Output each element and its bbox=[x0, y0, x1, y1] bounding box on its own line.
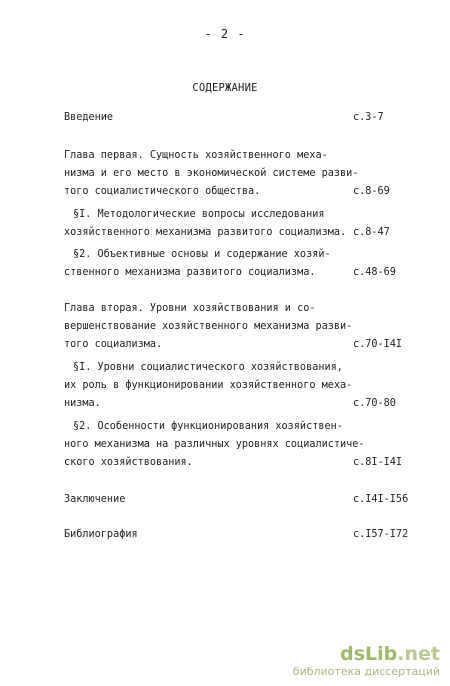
toc-entry-ch1-s2-line: ственного механизма развитого социализма. bbox=[64, 267, 316, 278]
toc-entry-ch2-s1-page: с.70-80 bbox=[353, 398, 396, 409]
toc-entry-bibliography-page: с.I57-I72 bbox=[353, 529, 409, 540]
toc-entry-ch2-s1-line: их роль в функционировании хозяйственного меха- bbox=[64, 380, 353, 391]
toc-entry-ch1-s1-page: с.8-47 bbox=[353, 227, 390, 238]
toc-entry-ch1-line: низма и его место в экономической системе разви- bbox=[64, 168, 359, 179]
toc-entry-ch1-s2-page: с.48-69 bbox=[353, 267, 396, 278]
toc-entry-ch2-s1-line: §I. Уровни социалистического хозяйствования, bbox=[73, 362, 343, 373]
toc-entry-intro-line: Введение bbox=[64, 112, 114, 123]
toc-entry-ch2-line: Глава вторая. Уровни хозяйствования и со- bbox=[64, 303, 316, 314]
watermark-caption: библиотека диссертаций bbox=[292, 665, 440, 678]
toc-entry-ch2-line: вершенствование хозяйственного механизма разви- bbox=[64, 321, 353, 332]
watermark-tld: .net bbox=[397, 643, 440, 665]
toc-entry-conclusion-line: Заключение bbox=[64, 494, 126, 505]
watermark bbox=[293, 644, 440, 678]
toc-entry-ch2-page: с.70-I4I bbox=[353, 339, 403, 350]
page-number: - 2 - bbox=[204, 27, 246, 41]
toc-entry-ch1-page: с.8-69 bbox=[353, 186, 390, 197]
toc-entry-ch1-s1-line: хозяйственного механизма развитого социализма. bbox=[64, 227, 347, 238]
toc-title: СОДЕРЖАНИЕ bbox=[192, 82, 258, 94]
toc-entry-ch1-line: того социалистического общества. bbox=[64, 186, 261, 197]
toc-entry-intro-page: с.3-7 bbox=[353, 112, 384, 123]
toc-entry-ch2-s2-line: ского хозяйствования. bbox=[64, 457, 193, 468]
toc-entry-ch2-s2-line: ного механизма на различных уровнях социалистиче- bbox=[64, 439, 365, 450]
toc-entry-ch2-line: того социализма. bbox=[64, 339, 163, 350]
watermark-brand: dsLib bbox=[340, 643, 398, 665]
toc-entry-conclusion-page: с.I4I-I56 bbox=[353, 494, 409, 505]
toc-entry-ch2-s2-line: §2. Особенности функционирования хозяйствен- bbox=[73, 421, 343, 432]
toc-entry-ch1-line: Глава первая. Сущность хозяйственного меха- bbox=[64, 150, 328, 161]
toc-entry-bibliography-line: Библиография bbox=[64, 529, 138, 540]
toc-entry-ch1-s1-line: §I. Методологические вопросы исследования bbox=[73, 209, 325, 220]
toc-entry-ch2-s1-line: низма. bbox=[64, 398, 101, 409]
toc-entry-ch1-s2-line: §2. Объективные основы и содержание хозяй- bbox=[73, 249, 331, 260]
toc-entry-ch2-s2-page: с.8I-I4I bbox=[353, 457, 403, 468]
watermark-logo bbox=[293, 644, 440, 664]
